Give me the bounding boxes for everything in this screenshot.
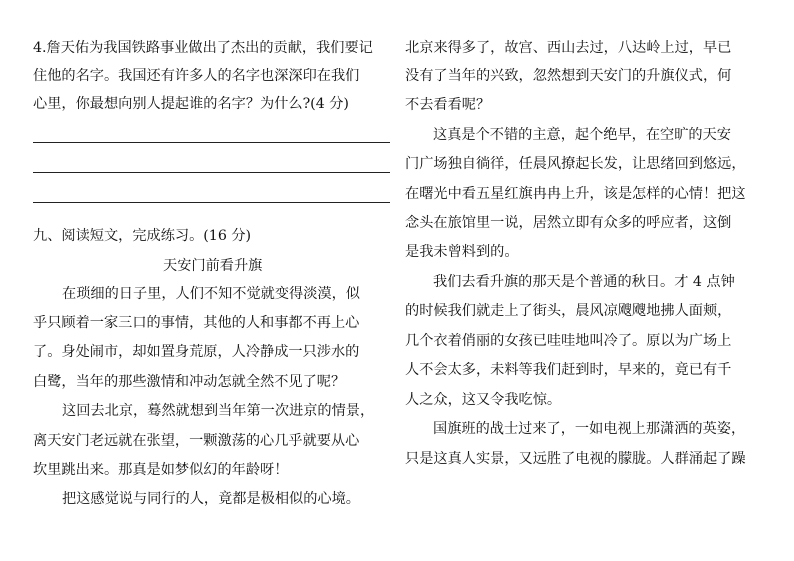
passage-line: 人不会太多，未料等我们赶到时，早来的，竟已有千 [405, 362, 732, 378]
article-title: 天安门前看升旗 [163, 258, 263, 274]
passage-line: 人之众，这又令我吃惊。 [405, 392, 562, 408]
passage-line: 只是这真人实景，又远胜了电视的朦胧。人群涌起了躁 [405, 451, 746, 467]
passage-line: 念头在旅馆里一说，居然立即有众多的呼应者，这倒 [405, 215, 732, 231]
passage-line: 我们去看升旗的那天是个普通的秋日。才 4 点钟 [433, 274, 735, 290]
passage-line: 这真是个不错的主意，起个绝早，在空旷的天安 [433, 127, 731, 143]
passage-line: 这回去北京，蓦然就想到当年第一次进京的情景， [62, 403, 375, 419]
passage-line: 在曙光中看五星红旗冉冉上升，该是怎样的心情！把这 [405, 186, 746, 202]
passage-line: 在琐细的日子里，人们不知不觉就变得淡漠，似 [62, 286, 360, 302]
section-header: 九、阅读短文，完成练习。(16 分) [33, 228, 252, 244]
passage-line: 离天安门老远就在张望，一颗激荡的心几乎就要从心 [33, 433, 360, 449]
passage-line: 坎里跳出来。那真是如梦似幻的年龄呀！ [33, 462, 289, 478]
passage-line: 不去看看呢？ [405, 97, 491, 113]
answer-line-1[interactable] [33, 142, 390, 143]
passage-line: 是我未曾料到的。 [405, 244, 519, 260]
passage-line: 北京来得多了，故宫、西山去过，八达岭上过，早已 [405, 40, 732, 56]
passage-line: 国旗班的战士过来了，一如电视上那潇洒的英姿， [433, 421, 746, 437]
passage-line: 白鹭，当年的那些激情和冲动怎就全然不见了呢？ [33, 374, 346, 390]
question-4-line-3: 心里，你最想向别人提起谁的名字？为什么?(4 分) [33, 96, 349, 112]
passage-line: 门广场独自徜徉，任晨风撩起长发，让思绪回到悠远， [405, 156, 746, 172]
passage-line: 把这感觉说与同行的人，竟都是极相似的心境。 [62, 491, 360, 507]
passage-line: 乎只顾着一家三口的事情，其他的人和事都不再上心 [33, 315, 360, 331]
passage-line: 了。身处闹市，却如置身荒原，人冷静成一只涉水的 [33, 344, 360, 360]
answer-line-3[interactable] [33, 202, 390, 203]
answer-line-2[interactable] [33, 172, 390, 173]
passage-line: 的时候我们就走上了街头，晨风凉飕飕地拂人面颊， [405, 303, 732, 319]
passage-line: 几个衣着俏丽的女孩已哇哇地叫冷了。原以为广场上 [405, 333, 732, 349]
question-4-line-1: 4.詹天佑为我国铁路事业做出了杰出的贡献，我们要记 [33, 40, 373, 56]
question-4-line-2: 住他的名字。我国还有许多人的名字也深深印在我们 [33, 68, 360, 84]
passage-line: 没有了当年的兴致，忽然想到天安门的升旗仪式，何 [405, 68, 732, 84]
